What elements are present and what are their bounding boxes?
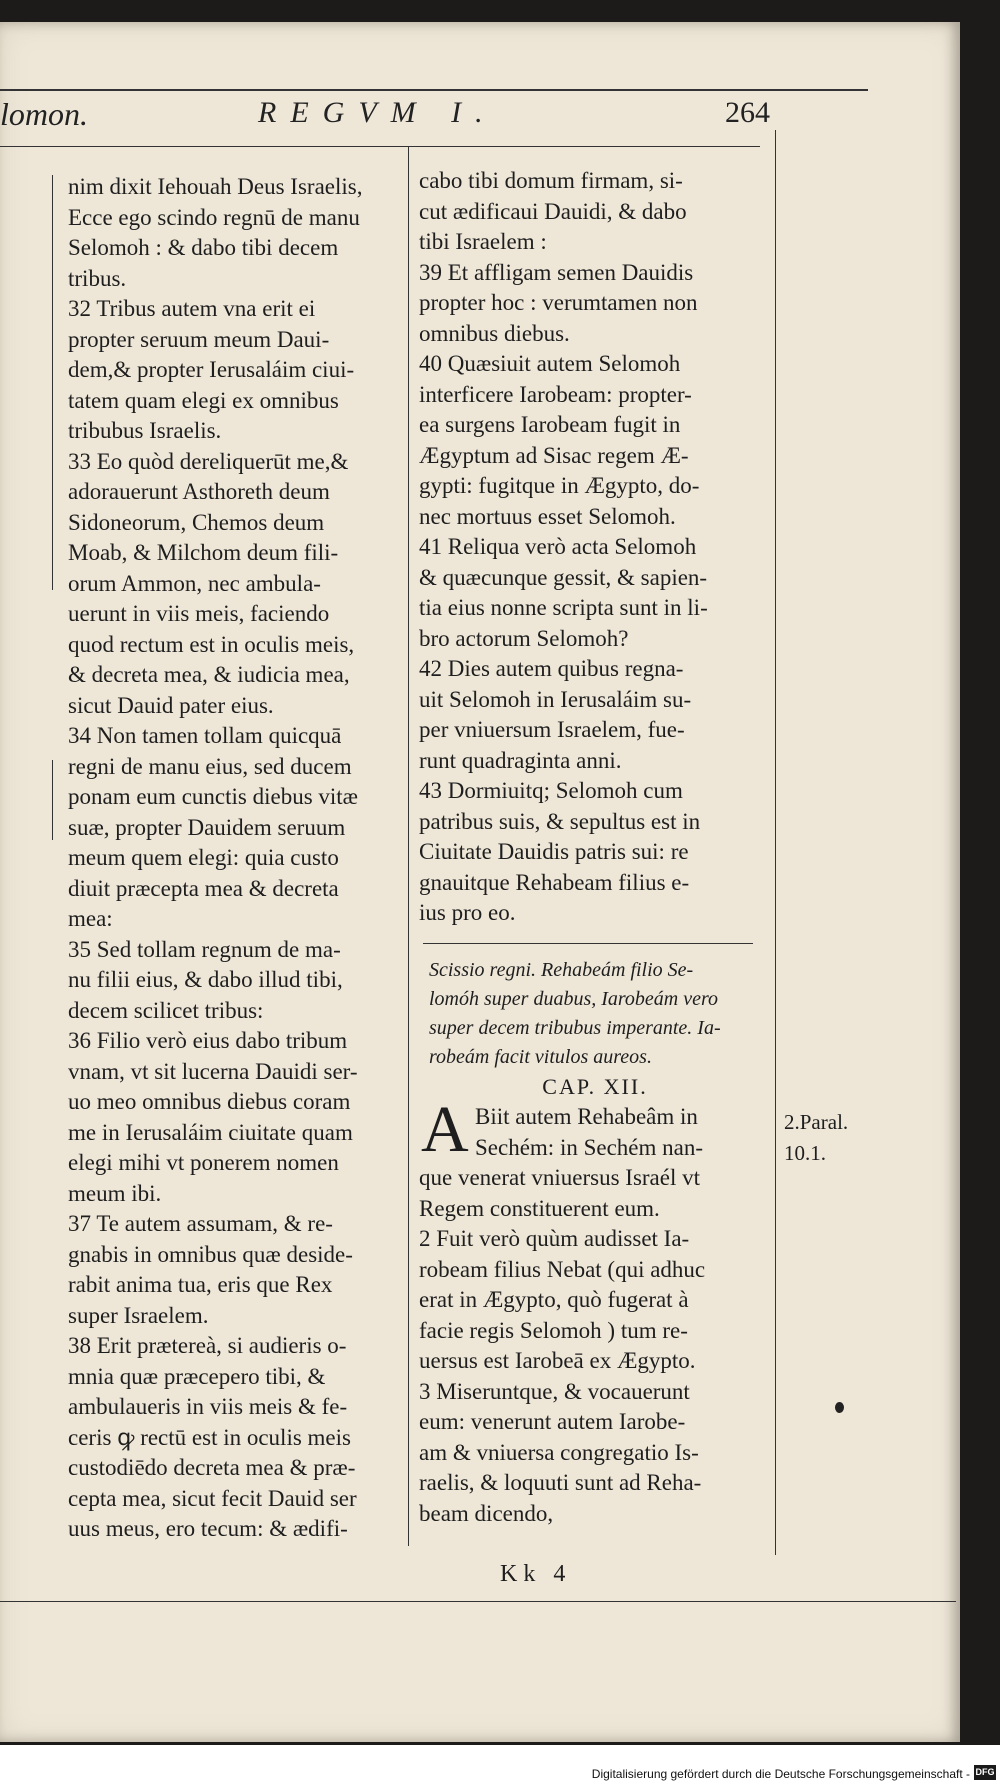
- top-rule: [0, 89, 868, 91]
- text-line: Sidoneorum, Chemos deum: [68, 509, 325, 535]
- header-rule: [0, 146, 760, 147]
- text-line: am & vniuersa congregatio Is-: [419, 1439, 699, 1465]
- text-line: uit Selomoh in Ierusaláim su-: [419, 686, 692, 712]
- text-line: me in Ierusaláim ciuitate quam: [68, 1119, 353, 1145]
- text-line: 2 Fuit verò quùm audisset Ia-: [419, 1226, 690, 1251]
- text-line: gypti: fugitque in Ægypto, do-: [419, 473, 700, 498]
- text-line: suæ, propter Dauidem seruum: [68, 814, 346, 840]
- text-line: orum Ammon, nec ambula-: [68, 570, 321, 596]
- text-line: ea surgens Iarobeam fugit in: [419, 412, 681, 437]
- text-line: propter seruum meum Daui-: [68, 326, 330, 352]
- text-line: mnia quæ præcepero tibi, &: [68, 1363, 326, 1389]
- margin-note-line: 10.1.: [784, 1141, 826, 1165]
- text-line: 41 Reliqua verò acta Selomoh: [419, 534, 697, 559]
- text-line: runt quadraginta anni.: [419, 747, 622, 773]
- text-line: ceris ꝙ rectū est in oculis meis: [68, 1424, 351, 1450]
- text-line: tia eius nonne scripta sunt in li-: [419, 595, 708, 620]
- text-line: nu filii eius, & dabo illud tibi,: [68, 967, 343, 992]
- text-line: 32 Tribus autem vna erit ei: [68, 296, 316, 321]
- text-line: ponam eum cunctis diebus vitæ: [68, 784, 359, 809]
- chapter-opening: [419, 1093, 771, 1166]
- left-margin-rule-2: [52, 760, 53, 840]
- text-line: gnauitque Rehabeam filius e-: [419, 869, 690, 895]
- chapter-heading: CAP. XII.: [542, 1073, 648, 1099]
- text-line: 34 Non tamen tollam quicquā: [68, 723, 342, 748]
- text-line: que venerat vniuersus Israél vt: [419, 1165, 701, 1190]
- text-line: diuit præcepta mea & decreta: [68, 875, 339, 901]
- text-line: cepta mea, sicut fecit Dauid ser: [68, 1485, 357, 1511]
- text-line: Ecce ego scindo regnū de manu: [68, 204, 360, 230]
- right-column-top-text: [419, 166, 771, 929]
- text-line: Ciuitate Dauidis patris sui: re: [419, 839, 689, 864]
- text-line: dem,& propter Ierusaláim ciui-: [68, 357, 355, 382]
- chapter-summary: [419, 956, 771, 1072]
- left-margin-rule: [52, 175, 53, 590]
- text-line: Regem constituerent eum.: [419, 1195, 660, 1221]
- text-line: tibi Israelem :: [419, 229, 547, 254]
- text-line: Moab, & Milchom deum fili-: [68, 540, 339, 565]
- right-column-bottom-text: [419, 1163, 771, 1529]
- text-line: uo meo omnibus diebus coram: [68, 1089, 351, 1114]
- text-line: elegi mihi vt ponerem nomen: [68, 1150, 339, 1175]
- text-line: sicut Dauid pater eius.: [68, 692, 274, 718]
- text-line: per vniuersum Israelem, fue-: [419, 717, 685, 742]
- text-line: 38 Erit prætereà, si audieris o-: [68, 1333, 347, 1358]
- text-line: Sechém: in Sechém nan-: [475, 1134, 704, 1160]
- text-line: tribus.: [68, 265, 127, 291]
- text-line: quod rectum est in oculis meis,: [68, 631, 355, 657]
- funding-credit: Digitalisierung gefördert durch die Deutsche Forschungsgemeinschaft -: [591, 1767, 970, 1781]
- text-line: mea:: [68, 906, 113, 931]
- text-line: tatem quam elegi ex omnibus: [68, 387, 339, 413]
- right-margin-rule: [775, 130, 776, 1555]
- text-line: regni de manu eius, sed ducem: [68, 753, 352, 779]
- text-line: ius pro eo.: [419, 900, 516, 925]
- text-line: tribubus Israelis.: [68, 418, 222, 443]
- text-line: 3 Miseruntque, & vocauerunt: [419, 1378, 690, 1404]
- page-number: 264: [725, 96, 770, 129]
- text-line: 40 Quæsiuit autem Selomoh: [419, 351, 681, 376]
- text-line: Ægyptum ad Sisac regem Æ-: [419, 442, 689, 468]
- text-line: adorauerunt Asthoreth deum: [68, 479, 330, 504]
- text-line: 36 Filio verò eius dabo tribum: [68, 1028, 348, 1053]
- text-line: bro actorum Selomoh?: [419, 625, 629, 651]
- text-line: facie regis Selomoh ) tum re-: [419, 1317, 688, 1343]
- text-line: 42 Dies autem quibus regna-: [419, 656, 684, 681]
- text-line: Selomoh : & dabo tibi decem: [68, 235, 339, 260]
- text-line: custodiēdo decreta mea & præ-: [68, 1455, 356, 1480]
- text-line: nim dixit Iehouah Deus Israelis,: [68, 174, 363, 199]
- text-line: 37 Te autem assumam, & re-: [68, 1211, 333, 1236]
- left-column: [68, 172, 404, 1545]
- text-line: meum quem elegi: quia custo: [68, 845, 339, 870]
- text-line: patribus suis, & sepultus est in: [419, 808, 701, 834]
- dfg-logo: DFG: [974, 1765, 996, 1780]
- text-line: Biit autem Rehabeâm in: [475, 1104, 698, 1129]
- summary-line: lomóh super duabus, Iarobeám vero: [429, 987, 719, 1010]
- text-line: ambulaueris in viis meis & fe-: [68, 1394, 348, 1419]
- text-line: omnibus diebus.: [419, 320, 570, 346]
- running-head-title: REGVM I.: [258, 96, 497, 129]
- summary-line: robeám facit vitulos aureos.: [429, 1045, 652, 1068]
- right-column: [419, 166, 771, 1529]
- text-line: gnabis in omnibus quæ deside-: [68, 1241, 353, 1267]
- text-line: 39 Et affligam semen Dauidis: [419, 259, 694, 285]
- running-head-left: lomon.: [0, 96, 88, 132]
- text-line: interficere Iarobeam: propter-: [419, 381, 692, 407]
- text-line: 35 Sed tollam regnum de ma-: [68, 936, 341, 962]
- margin-note-line: 2.Paral.: [784, 1110, 849, 1134]
- text-line: & decreta mea, & iudicia mea,: [68, 662, 350, 687]
- text-line: meum ibi.: [68, 1180, 162, 1206]
- text-line: beam dicendo,: [419, 1500, 554, 1526]
- text-line: nec mortuus esset Selomoh.: [419, 503, 676, 529]
- text-line: & quæcunque gessit, & sapien-: [419, 564, 708, 590]
- text-line: uersus est Iarobeā ex Ægypto.: [419, 1348, 696, 1373]
- margin-reference: [784, 1107, 848, 1169]
- text-line: cut ædificaui Dauidi, & dabo: [419, 198, 687, 224]
- text-line: propter hoc : verumtamen non: [419, 290, 698, 315]
- text-line: decem scilicet tribus:: [68, 997, 264, 1023]
- section-rule: [423, 943, 753, 944]
- text-line: cabo tibi domum firmam, si-: [419, 168, 683, 193]
- text-line: vnam, vt sit lucerna Dauidi ser-: [68, 1058, 358, 1084]
- text-line: rabit anima tua, eris que Rex: [68, 1272, 333, 1297]
- text-line: robeam filius Nebat (qui adhuc: [419, 1256, 706, 1282]
- drop-cap-letter: A: [421, 1093, 469, 1166]
- text-line: super Israelem.: [68, 1302, 209, 1328]
- signature-mark: Kk 4: [500, 1561, 572, 1587]
- column-divider: [408, 146, 409, 1546]
- summary-line: super decem tribubus imperante. Ia-: [429, 1016, 721, 1039]
- ink-spot: [835, 1402, 844, 1413]
- text-line: 33 Eo quòd dereliquerūt me,&: [68, 448, 349, 474]
- text-line: 43 Dormiuitq; Selomoh cum: [419, 778, 683, 803]
- bottom-rule: [0, 1601, 956, 1602]
- text-line: raelis, & loquuti sunt ad Reha-: [419, 1470, 702, 1495]
- text-line: uus meus, ero tecum: & ædifi-: [68, 1516, 348, 1541]
- summary-line: Scissio regni. Rehabeám filio Se-: [429, 958, 694, 981]
- drop-cap-lines: [419, 1093, 771, 1166]
- text-line: eum: venerunt autem Iarobe-: [419, 1409, 686, 1434]
- text-line: uerunt in viis meis, faciendo: [68, 601, 330, 626]
- text-line: erat in Ægypto, quò fugerat à: [419, 1287, 689, 1312]
